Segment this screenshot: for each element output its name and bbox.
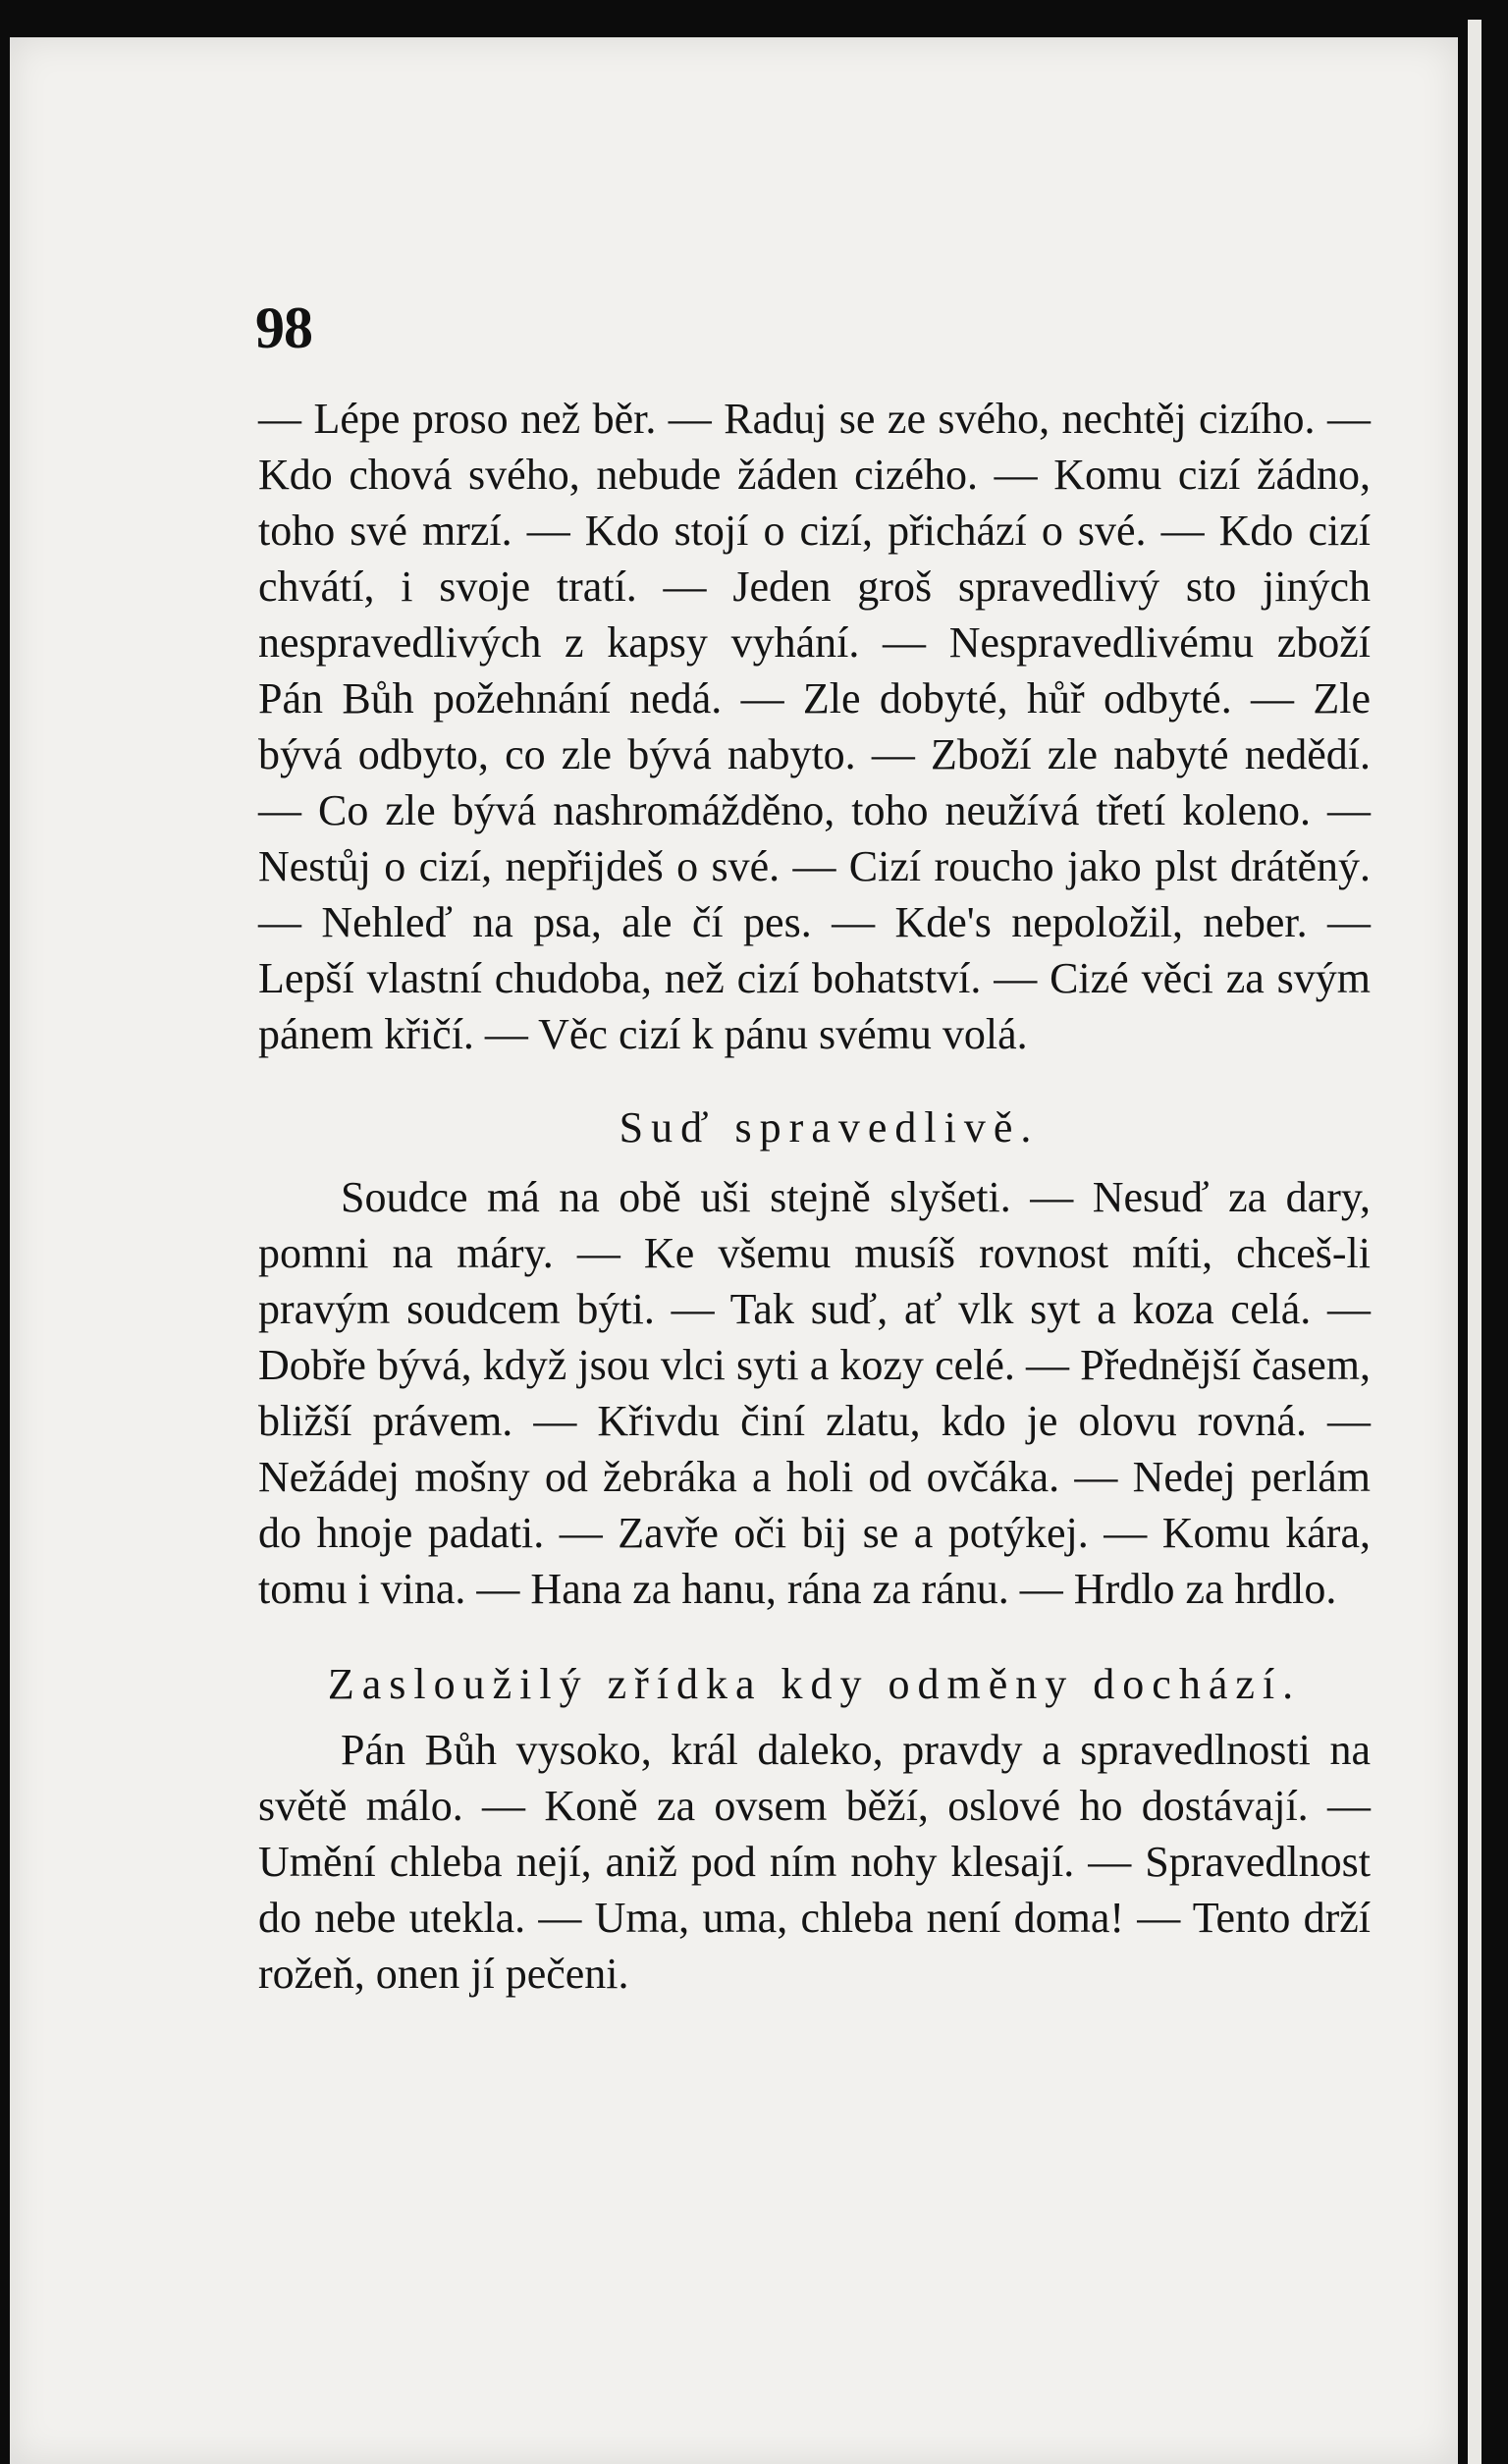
next-page-edge xyxy=(1468,20,1481,2464)
section-paragraph-sud-spravedlive: Soudce má na obě uši stejně slyšeti. — Nesuď za dary, pomni na máry. — Ke všemu musíš rovnost míti, chceš-li pravým soudcem býti. — Tak suď, ať vlk syt a koza celá. — Dobře bývá, když jsou vlci syti a kozy celé. — Přednější časem, bližší právem. — Křivdu činí zlatu, kdo je olovu rovná. — Nežádej mošny od žebráka a holi od ovčáka. — Nedej perlám do hnoje padati. — Zavře oči bij se a potýkej. — Komu kára, tomu i vina. — Hana za hanu, rána za ránu. — Hrdlo za hrdlo. xyxy=(258,1173,1371,1613)
section-heading-zasluzily: Zasloužilý zřídka kdy odměny dochází. xyxy=(327,1660,1302,1708)
section-heading-sud-spravedlive: Suď spravedlivě. xyxy=(619,1103,1040,1152)
scan-border xyxy=(1458,0,1508,2464)
page-text xyxy=(258,391,1371,2002)
section-paragraph-zasluzily: Pán Bůh vysoko, král daleko, pravdy a spravedlnosti na světě málo. — Koně za ovsem běží, oslové ho dostávají. — Umění chleba nejí, aniž pod ním nohy klesají. — Spravedlnost do nebe utekla. — Uma, uma, chleba není doma! — Tento drží rožeň, onen jí pečeni. xyxy=(258,1726,1371,1998)
intro-paragraph: — Lépe proso než běr. — Raduj se ze svého, nechtěj cizího. — Kdo chová svého, nebude žáden cizého. — Komu cizí žádno, toho své mrzí. — Kdo stojí o cizí, přichází o své. — Kdo cizí chvátí, i svoje tratí. — Jeden groš spravedlivý sto jiných nespravedlivých z kapsy vyhání. — Nespravedlivému zboží Pán Bůh požehnání nedá. — Zle dobyté, hůř odbyté. — Zle bývá odbyto, co zle bývá nabyto. — Zboží zle nabyté nedědí. — Co zle bývá nashromážděno, toho neužívá třetí koleno. — Nestůj o cizí, nepřijdeš o své. — Cizí roucho jako plst drátěný. — Nehleď na psa, ale čí pes. — Kde's nepoložil, neber. — Lepší vlastní chudoba, než cizí bohatství. — Cizé věci za svým pánem křičí. — Věc cizí k pánu svému volá. xyxy=(258,395,1371,1058)
page-number: 98 xyxy=(255,295,312,360)
book-page xyxy=(10,37,1458,2464)
